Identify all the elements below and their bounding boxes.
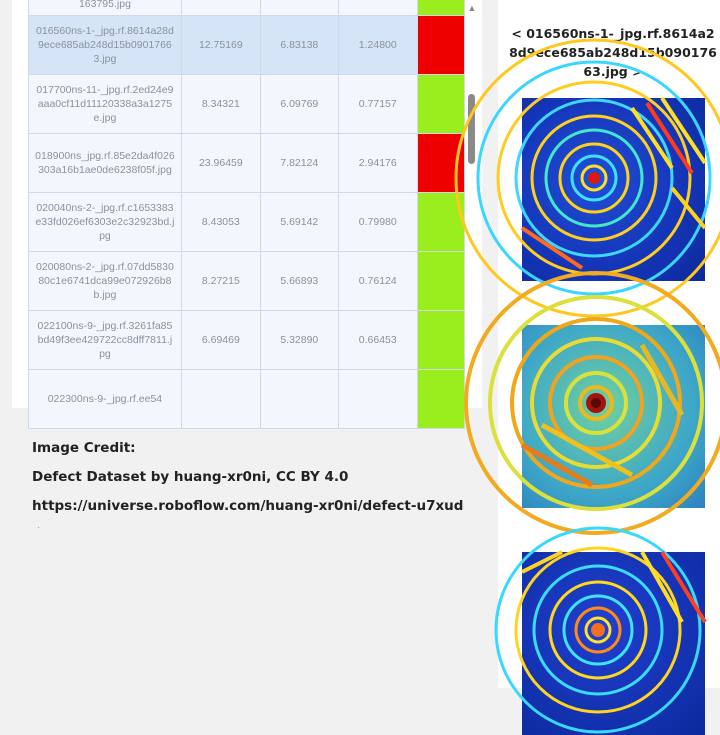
file-name-cell: 022300ns-9-_jpg.rf.ee54 xyxy=(29,370,182,429)
value-cell xyxy=(181,0,260,16)
value-cell: 8.43053 xyxy=(181,193,260,252)
value-cell xyxy=(260,370,338,429)
scrollbar-thumb[interactable] xyxy=(468,94,475,164)
credit-heading: Image Credit: xyxy=(32,440,136,456)
file-name-cell: 020080ns-2-_jpg.rf.07dd583080c1e6741dca99e072926b8b.jpg xyxy=(29,252,182,311)
value-cell: 6.69469 xyxy=(181,311,260,370)
value-cell: 5.66893 xyxy=(260,252,338,311)
table-row[interactable] xyxy=(29,252,465,311)
thermal-scan-icon xyxy=(522,552,705,735)
value-cell: 7.82124 xyxy=(260,134,338,193)
value-cell: 8.34321 xyxy=(181,75,260,134)
value-cell: 0.76124 xyxy=(338,252,417,311)
file-name-cell: 022100ns-9-_jpg.rf.3261fa85bd49f3ee429722cc8dff7811.jpg xyxy=(29,311,182,370)
thermal-scan-icon xyxy=(522,98,705,281)
status-indicator xyxy=(417,0,464,16)
status-indicator xyxy=(417,75,464,134)
credit-trailing-mark: · xyxy=(37,522,41,533)
file-name-cell: 018900ns_jpg.rf.85e2da4f026303a16b1ae0de6238f05f.jpg xyxy=(29,134,182,193)
status-indicator xyxy=(417,252,464,311)
thermal-scan-image-1[interactable] xyxy=(522,98,705,281)
value-cell: 0.77157 xyxy=(338,75,417,134)
results-table-panel xyxy=(12,0,482,408)
thermal-scan-image-2[interactable] xyxy=(522,325,705,508)
table-scrollbar[interactable] xyxy=(465,0,479,390)
value-cell: 1.24800 xyxy=(338,16,417,75)
table-row[interactable] xyxy=(29,311,465,370)
thermal-scan-image-3[interactable] xyxy=(522,552,705,735)
table-row[interactable] xyxy=(29,16,465,75)
scroll-up-arrow-icon[interactable]: ▲ xyxy=(467,3,477,13)
table-row[interactable] xyxy=(29,134,465,193)
value-cell: 6.83138 xyxy=(260,16,338,75)
file-name-cell: 020040ns-2-_jpg.rf.c1653383e33fd026ef6303e2c32923bd.jpg xyxy=(29,193,182,252)
status-indicator xyxy=(417,311,464,370)
value-cell: 0.66453 xyxy=(338,311,417,370)
value-cell: 8.27215 xyxy=(181,252,260,311)
value-cell: 5.69142 xyxy=(260,193,338,252)
value-cell xyxy=(338,0,417,16)
image-viewer-pane xyxy=(498,0,720,688)
value-cell xyxy=(338,370,417,429)
image-title-navigation[interactable]: < 016560ns-1-_jpg.rf.8614a28d9ece685ab248d15b09017663.jpg > xyxy=(509,26,717,79)
status-indicator xyxy=(417,370,464,429)
file-name-cell: 163795.jpg xyxy=(29,0,182,16)
table-row[interactable] xyxy=(29,193,465,252)
value-cell xyxy=(181,370,260,429)
table-row[interactable] xyxy=(29,75,465,134)
thermal-scan-icon xyxy=(522,325,705,508)
value-cell: 6.09769 xyxy=(260,75,338,134)
table-row[interactable] xyxy=(29,370,465,429)
value-cell: 2.94176 xyxy=(338,134,417,193)
file-name-cell: 017700ns-11-_jpg.rf.2ed24e9aaa0cf11d11120338a3a1275e.jpg xyxy=(29,75,182,134)
image-credit xyxy=(32,438,502,525)
results-table-viewport[interactable] xyxy=(28,0,465,405)
file-name-cell: 016560ns-1-_jpg.rf.8614a28d9ece685ab248d15b09017663.jpg xyxy=(29,16,182,75)
table-row-partial-top[interactable] xyxy=(29,0,465,16)
value-cell: 5.32890 xyxy=(260,311,338,370)
value-cell: 0.79980 xyxy=(338,193,417,252)
value-cell xyxy=(260,0,338,16)
value-cell: 12.75169 xyxy=(181,16,260,75)
credit-url: https://universe.roboflow.com/huang-xr0ni/defect-u7xud xyxy=(32,498,464,514)
credit-dataset: Defect Dataset by huang-xr0ni, CC BY 4.0 xyxy=(32,469,349,485)
results-table xyxy=(28,0,465,429)
value-cell: 23.96459 xyxy=(181,134,260,193)
status-indicator xyxy=(417,16,464,75)
